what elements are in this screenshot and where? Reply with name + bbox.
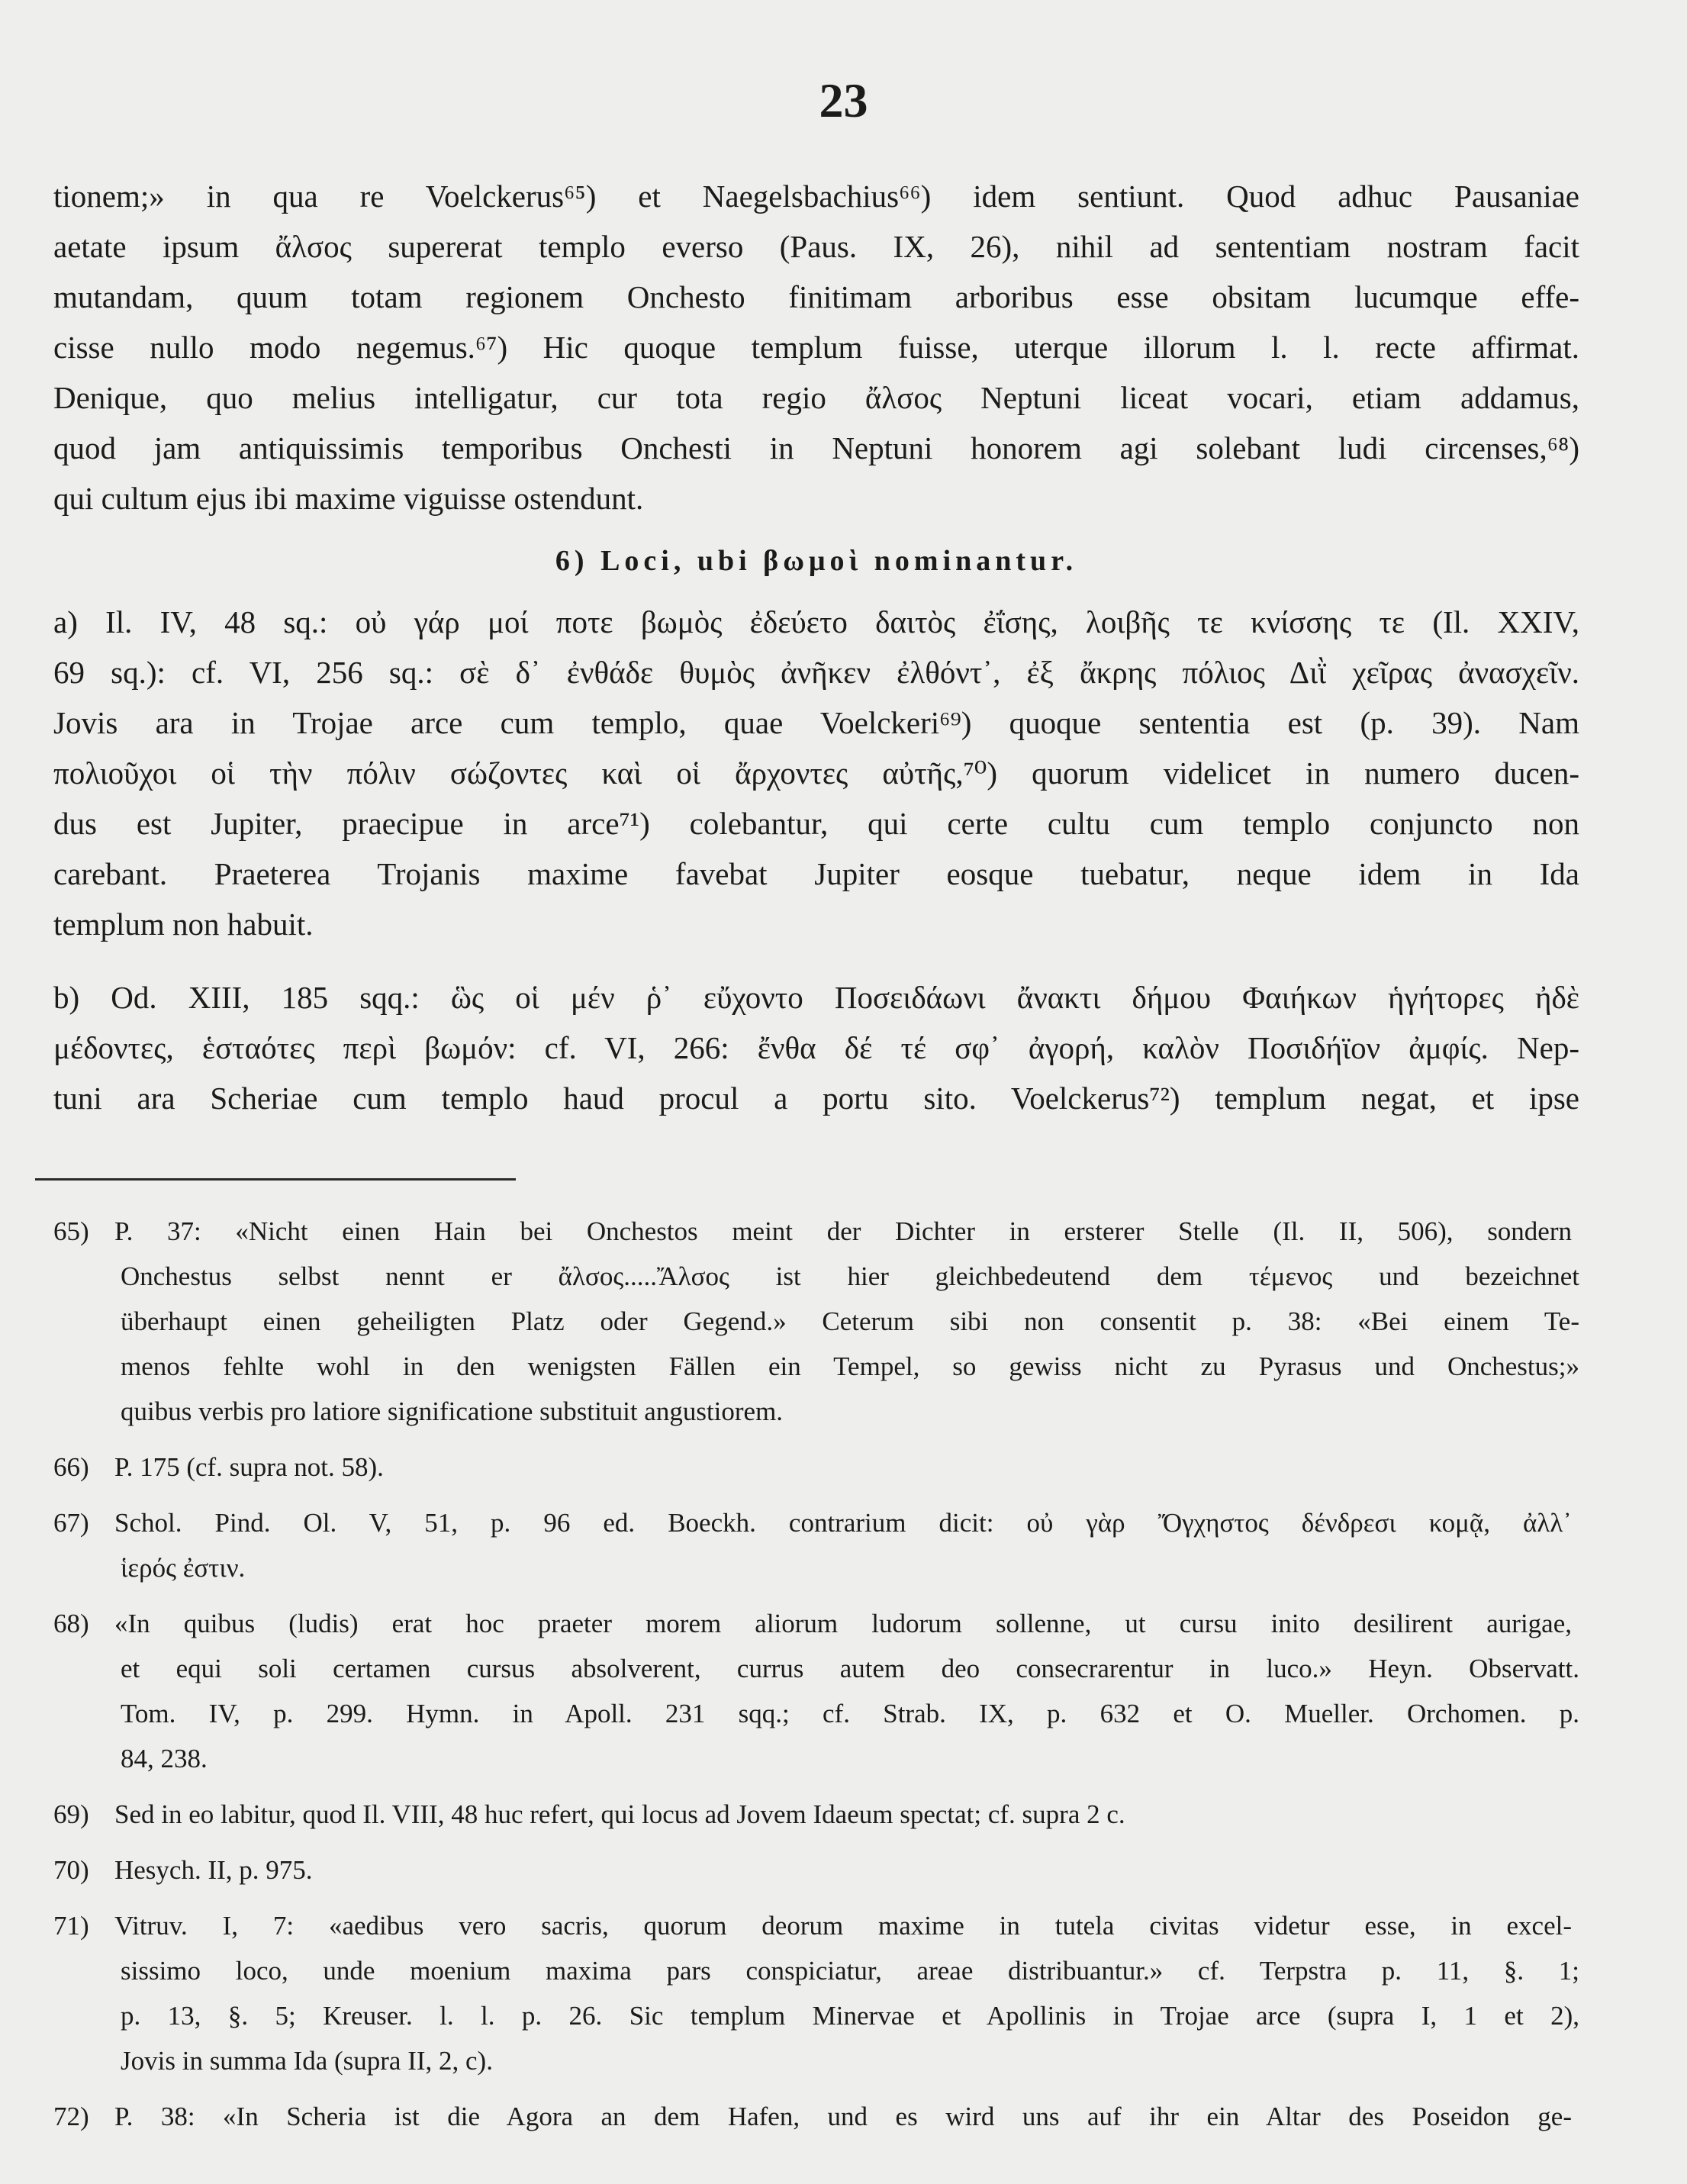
footnote-text: quibus verbis pro latiore significatione substituit angustiorem. (121, 1396, 784, 1426)
footnote-number: 68) (53, 1609, 89, 1638)
footnote-text: 84, 238. (121, 1744, 208, 1773)
footnote-line (53, 1903, 1579, 1948)
text-line: μέδοντες, ἑσταότες περὶ βωμόν: cf. VI, 266: ἔνθα δέ τέ σφ᾽ ἀγορή, καλὸν Ποσιδήϊον ἀμφίς. Nep- (53, 1030, 1579, 1065)
footnote-text: Tom. IV, p. 299. Hymn. in Apoll. 231 sqq.; cf. Strab. IX, p. 632 et O. Mueller. Orchomen. p. (121, 1699, 1579, 1728)
footnote-gap (53, 1434, 1579, 1445)
page-number: 23 (819, 73, 868, 127)
footnote-text: sissimo loco, unde moenium maxima pars conspiciatur, areae distribuantur.» cf. Terpstra p. 11, §. 1; (121, 1956, 1579, 1986)
footnote-gap (53, 1590, 1579, 1601)
text-line: quod jam antiquissimis temporibus Onchesti in Neptuni honorem agi solebant ludi circenses,⁶⁸) (53, 430, 1579, 465)
section-heading: 6) Loci, ubi βωμοὶ nominantur. (555, 545, 1078, 577)
footnote-line (53, 1344, 1579, 1389)
footnote-number: 70) (53, 1855, 89, 1885)
text-line: b) Od. XIII, 185 sqq.: ὣς οἱ μέν ῥ᾽ εὔχοντο Ποσειδάωνι ἄνακτι δήμου Φαιήκων ἡγήτορες ἠδὲ (53, 980, 1579, 1015)
footnote-gap (53, 1892, 1579, 1903)
footnote-text: überhaupt einen geheiligten Platz oder Gegend.» Ceterum sibi non consentit p. 38: «Bei einem Te- (121, 1306, 1579, 1336)
footnote-line (53, 1948, 1579, 1993)
footnote-line (53, 1601, 1579, 1646)
text-line: Jovis ara in Trojae arce cum templo, quae Voelckeri⁶⁹) quoque sententia est (p. 39). Nam (53, 705, 1579, 740)
footnote-text: P. 175 (cf. supra not. 58). (114, 1452, 384, 1482)
footnote-text: ἱερός ἐστιν. (121, 1553, 246, 1583)
text-line: carebant. Praeterea Trojanis maxime favebat Jupiter eosque tuebatur, neque idem in Ida (53, 856, 1579, 891)
text-line: cisse nullo modo negemus.⁶⁷) Hic quoque templum fuisse, uterque illorum l. l. recte affirmat. (53, 330, 1579, 365)
text-line: mutandam, quum totam regionem Onchesto finitimam arboribus esse obsitam lucumque effe- (53, 279, 1579, 314)
footnote-text: Hesych. II, p. 975. (114, 1855, 313, 1885)
footnote-text: Onchestus selbst nennt er ἄλσος.....Ἄλσος ist hier gleichbedeutend dem τέμενος und bezeichnet (121, 1261, 1579, 1291)
footnote-line (53, 1209, 1579, 1254)
paragraph-gap (53, 949, 1579, 972)
footnote-line (53, 1691, 1579, 1736)
footnote-separator (35, 1178, 516, 1181)
footnote-text: Sed in eo labitur, quod Il. VIII, 48 huc refert, qui locus ad Jovem Idaeum spectat; cf. supra 2 c. (114, 1799, 1125, 1829)
text-line: tuni ara Scheriae cum templo haud procul a portu sito. Voelckerus⁷²) templum negat, et ipse (53, 1081, 1579, 1116)
footnote-text: Vitruv. I, 7: «aedibus vero sacris, quorum deorum maxime in tutela civitas videtur esse, in excel- (114, 1911, 1572, 1941)
footnote-text: Jovis in summa Ida (supra II, 2, c). (121, 2046, 493, 2076)
footnote-line (53, 1736, 1579, 1781)
footnote-number: 66) (53, 1452, 89, 1482)
text-line: tionem;» in qua re Voelckerus⁶⁵) et Naegelsbachius⁶⁶) idem sentiunt. Quod adhuc Pausaniae (53, 179, 1579, 214)
footnote-text: P. 37: «Nicht einen Hain bei Onchestos meint der Dichter in ersterer Stelle (Il. II, 506), sondern (114, 1216, 1572, 1246)
footnote-line (53, 1299, 1579, 1344)
footnote-text: menos fehlte wohl in den wenigsten Fällen ein Tempel, so gewiss nicht zu Pyrasus und Onchestus;» (121, 1351, 1579, 1381)
text-line: 69 sq.): cf. VI, 256 sq.: σὲ δ᾽ ἐνθάδε θυμὸς ἀνῆκεν ἐλθόντ᾽, ἐξ ἄκρης πόλιος Διῒ χεῖρας ἀνασχεῖν. (53, 655, 1579, 690)
text-line: Denique, quo melius intelligatur, cur tota regio ἄλσος Neptuni liceat vocari, etiam addamus, (53, 380, 1579, 415)
footnote-line (53, 1445, 1579, 1490)
footnote-line (53, 1545, 1579, 1590)
footnote-gap (53, 1781, 1579, 1792)
footnote-number: 65) (53, 1216, 89, 1246)
footnote-gap (53, 1837, 1579, 1847)
footnote-text: Schol. Pind. Ol. V, 51, p. 96 ed. Boeckh. contrarium dicit: οὐ γὰρ Ὄγχηστος δένδρεσι κομᾷ, ἀλλ᾽ (114, 1508, 1572, 1538)
text-line: aetate ipsum ἄλσος supererat templo everso (Paus. IX, 26), nihil ad sententiam nostram facit (53, 229, 1579, 264)
main-text (53, 171, 1579, 1123)
footnote-number: 69) (53, 1799, 89, 1829)
footnote-gap (53, 2083, 1579, 2094)
text-line: πολιοῦχοι οἱ τὴν πόλιν σώζοντες καὶ οἱ ἄρχοντες αὐτῆς,⁷⁰) quorum videlicet in numero ducen- (53, 755, 1579, 791)
footnote-text: «In quibus (ludis) erat hoc praeter morem aliorum ludorum sollenne, ut cursu inito desilirent aurigae, (114, 1609, 1572, 1638)
footnote-line (53, 2038, 1579, 2083)
footnote-number: 71) (53, 1911, 89, 1941)
footnote-text: et equi soli certamen cursus absolverent, currus autem deo consecrarentur in luco.» Heyn. Observatt. (121, 1654, 1579, 1683)
text-line: dus est Jupiter, praecipue in arce⁷¹) colebantur, qui certe cultu cum templo conjuncto non (53, 806, 1579, 841)
footnote-text: P. 38: «In Scheria ist die Agora an dem Hafen, und es wird uns auf ihr ein Altar des Poseidon ge- (114, 2102, 1572, 2131)
footnotes (53, 1209, 1579, 2139)
footnote-line (53, 1389, 1579, 1434)
footnote-line (53, 2094, 1579, 2139)
footnote-number: 67) (53, 1508, 89, 1538)
footnote-line (53, 1847, 1579, 1892)
footnote-line (53, 1993, 1579, 2038)
footnote-line (53, 1500, 1579, 1545)
footnote-number: 72) (53, 2102, 89, 2131)
text-line: qui cultum ejus ibi maxime viguisse ostendunt. (53, 481, 644, 516)
footnote-line (53, 1646, 1579, 1691)
footnote-gap (53, 1490, 1579, 1500)
text-line: templum non habuit. (53, 907, 314, 942)
footnote-line (53, 1254, 1579, 1299)
footnote-text: p. 13, §. 5; Kreuser. l. l. p. 26. Sic templum Minervae et Apollinis in Trojae arce (supra I, 1 et 2), (121, 2001, 1579, 2031)
text-line: a) Il. IV, 48 sq.: οὐ γάρ μοί ποτε βωμὸς ἐδεύετο δαιτὸς ἐΐσης, λοιβῆς τε κνίσσης τε (Il. XXIV, (53, 604, 1579, 639)
footnote-line (53, 1792, 1579, 1837)
